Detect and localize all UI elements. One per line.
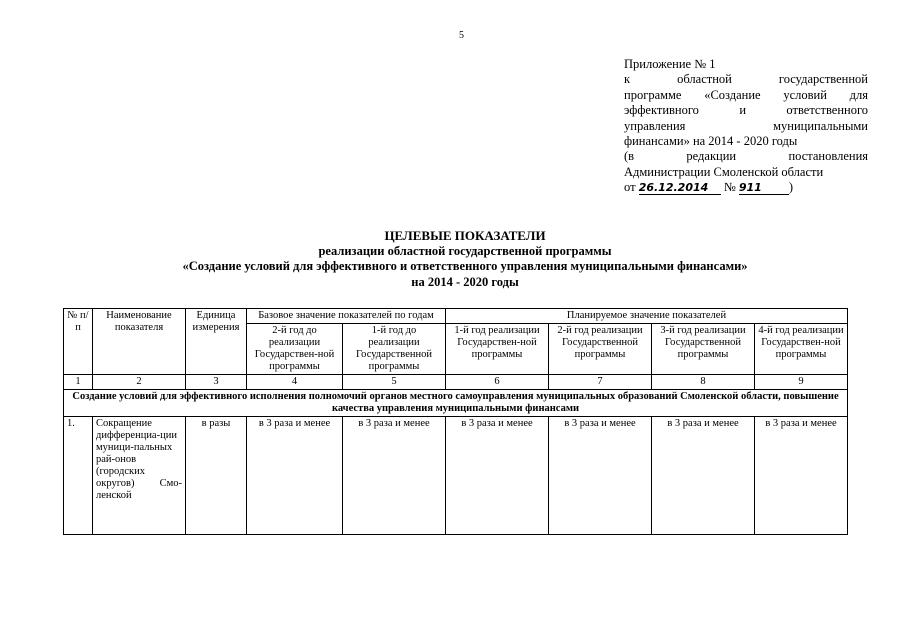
row-value: в 3 раза и менее — [549, 417, 652, 535]
targets-table — [63, 308, 848, 535]
row-value: в 3 раза и менее — [652, 417, 755, 535]
column-number: 6 — [446, 375, 549, 390]
title-sub-1: реализации областной государственной программы — [318, 243, 612, 258]
document-title — [60, 228, 870, 290]
column-number: 1 — [64, 375, 93, 390]
header-plan-col-4: 4-й год реализации Государствен-ной программы — [755, 324, 848, 375]
row-num: 1. — [64, 417, 93, 535]
row-value: в 3 раза и менее — [343, 417, 446, 535]
column-number: 9 — [755, 375, 848, 390]
title-sub-2: «Создание условий для эффективного и ответственного управления муниципальными финансами» — [182, 259, 748, 273]
word: областной — [677, 72, 732, 87]
page-number: 5 — [459, 30, 464, 41]
word: управления — [624, 118, 686, 133]
row-indicator-name: Сокращение дифференциа-ции муници-пальных рай-онов (городских округов) Смо-ленской — [93, 417, 186, 535]
header-plan-col-3: 3-й год реализации Государственной программы — [652, 324, 755, 375]
column-number: 4 — [247, 375, 343, 390]
row-value: в 3 раза и менее — [755, 417, 848, 535]
header-base-col-2: 1-й год до реализации Государственной программы — [343, 324, 446, 375]
appendix-block — [624, 57, 868, 196]
header-planned-group: Планируемое значение показателей — [446, 309, 848, 324]
header-row-1 — [64, 309, 848, 324]
number-label: № — [723, 180, 736, 195]
word: редакции — [686, 149, 737, 164]
word: «Создание — [704, 87, 761, 102]
column-number-row — [64, 375, 848, 390]
column-number: 8 — [652, 375, 755, 390]
section-title: Создание условий для эффективного исполнения полномочий органов местного самоуправления муниципальных образований Смоленской области, повышение качества управления муниципальными финансами — [64, 390, 848, 417]
word: и — [739, 103, 747, 118]
appendix-line-9 — [624, 180, 868, 195]
appendix-line-1: Приложение № 1 — [624, 57, 716, 71]
section-row — [64, 390, 848, 417]
word: муниципальными — [773, 118, 868, 133]
closing-paren: ) — [788, 180, 794, 195]
appendix-line-8: Администрации Смоленской области — [624, 164, 824, 179]
column-number: 7 — [549, 375, 652, 390]
from-label: от — [624, 180, 636, 195]
word: для — [849, 87, 869, 102]
header-plan-col-2: 2-й год реализации Государственной программы — [549, 324, 652, 375]
word: условий — [783, 87, 827, 102]
header-plan-col-1: 1-й год реализации Государствен-ной программы — [446, 324, 549, 375]
appendix-line-6: финансами» на 2014 - 2020 годы — [624, 134, 798, 149]
appendix-line-4 — [624, 103, 868, 118]
appendix-line-7 — [624, 149, 868, 164]
title-main: ЦЕЛЕВЫЕ ПОКАЗАТЕЛИ — [384, 228, 546, 243]
header-base-group: Базовое значение показателей по годам — [247, 309, 446, 324]
handwritten-date: 26.12.2014 — [639, 182, 721, 195]
title-sub-3: на 2014 - 2020 годы — [411, 274, 519, 289]
word: (в — [624, 149, 635, 164]
appendix-line-3 — [624, 88, 868, 103]
header-name: Наименование показателя — [93, 309, 186, 375]
word: государственной — [778, 72, 868, 87]
word: постановления — [788, 149, 869, 164]
word: ответственного — [786, 103, 869, 118]
column-number: 2 — [93, 375, 186, 390]
header-unit: Единица измерения — [186, 309, 247, 375]
word: эффективного — [624, 103, 699, 118]
header-num: № п/п — [64, 309, 93, 375]
appendix-line-2 — [624, 72, 868, 87]
row-value: в 3 раза и менее — [446, 417, 549, 535]
row-unit: в разы — [186, 417, 247, 535]
column-number: 5 — [343, 375, 446, 390]
row-value: в 3 раза и менее — [247, 417, 343, 535]
column-number: 3 — [186, 375, 247, 390]
word: программе — [624, 87, 682, 102]
header-base-col-1: 2-й год до реализации Государствен-ной программы — [247, 324, 343, 375]
table-row — [64, 417, 848, 535]
appendix-line-5 — [624, 119, 868, 134]
handwritten-number: 911 — [739, 182, 789, 195]
word: к — [624, 72, 631, 87]
